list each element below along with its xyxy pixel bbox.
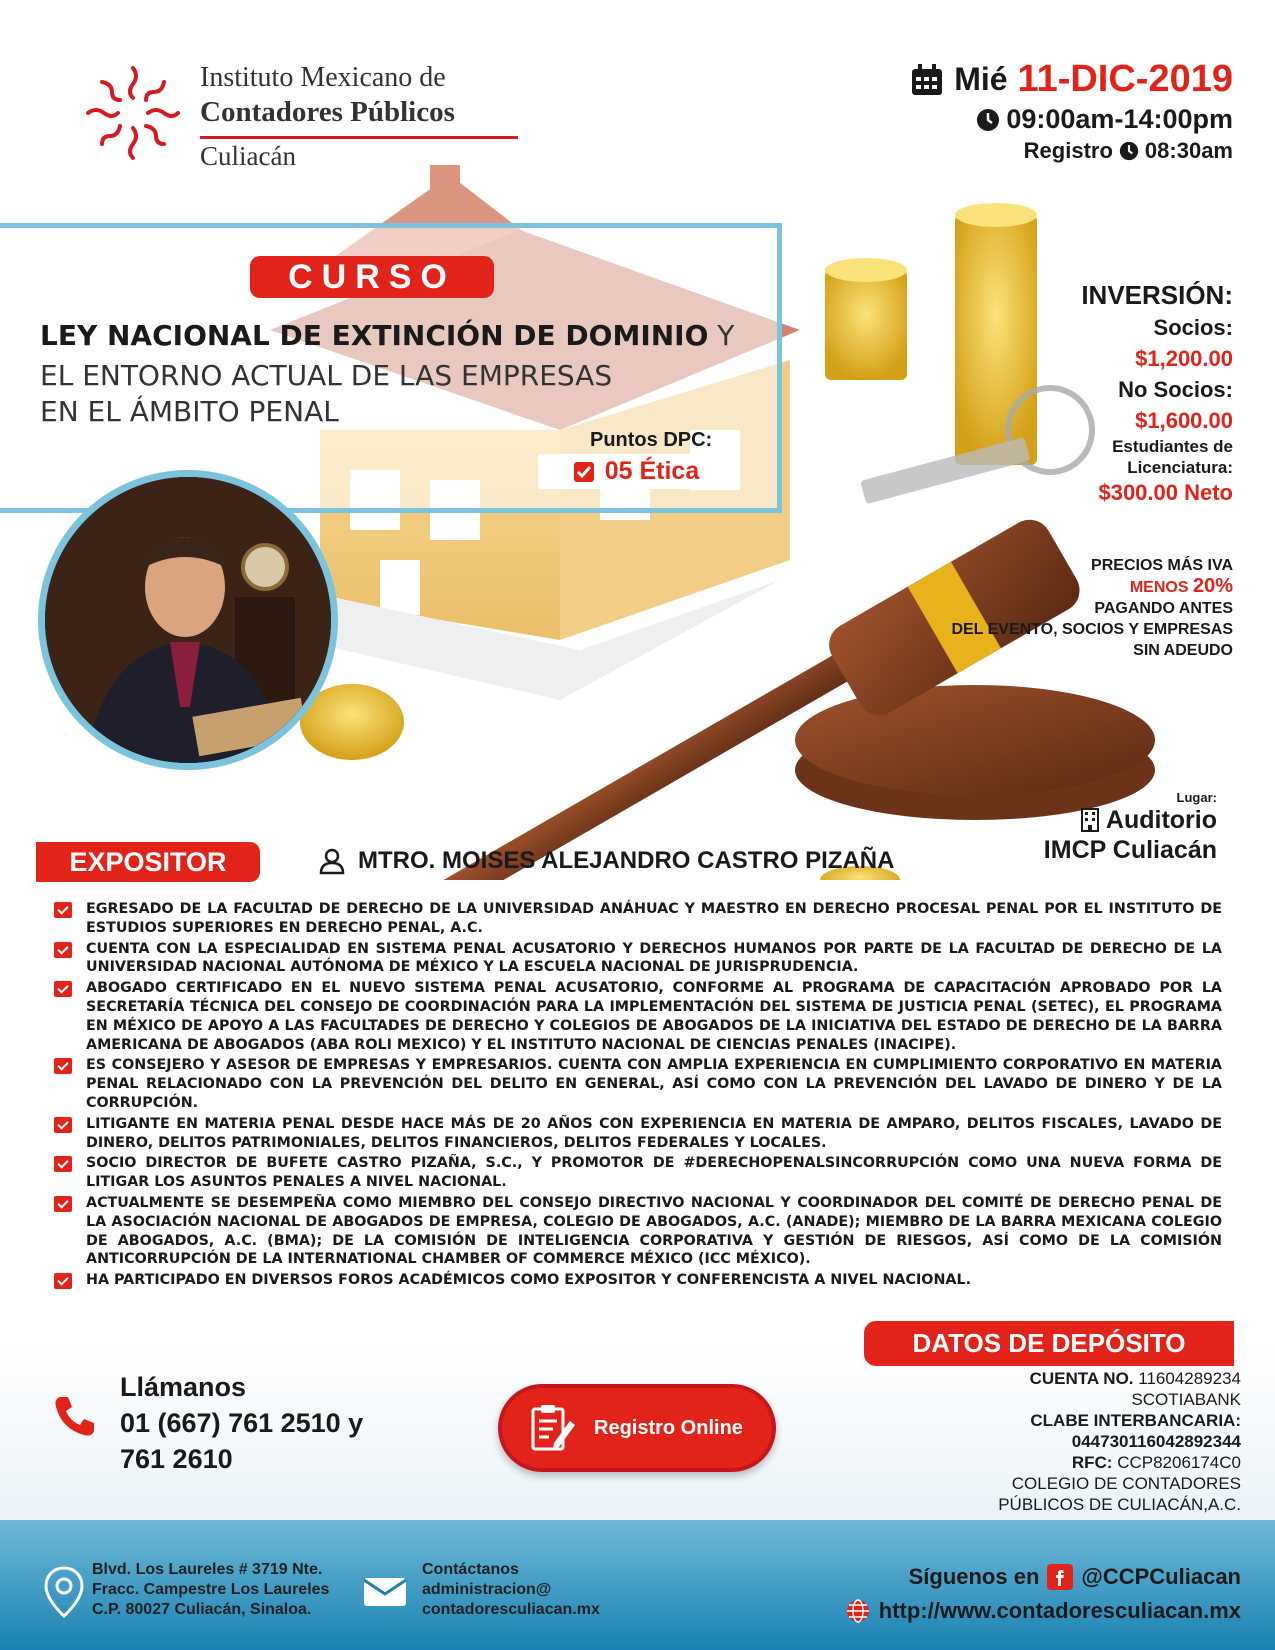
globe-icon xyxy=(845,1598,871,1624)
website-link[interactable]: http://www.contadoresculiacan.mx xyxy=(878,1598,1241,1623)
course-title-line-3: EN EL ÁMBITO PENAL xyxy=(40,395,339,428)
nosocios-label: No Socios: xyxy=(1118,377,1233,402)
pricing-title: INVERSIÓN: xyxy=(1081,280,1233,310)
registration-time xyxy=(1024,138,1233,164)
checkbox-icon xyxy=(54,1117,72,1133)
bio-item: CUENTA CON LA ESPECIALIDAD EN SISTEMA PENAL ACUSATORIO Y DERECHOS HUMANOS POR PARTE DE LA FACULTAD DE DERECHO DE LA UNIVERSIDAD NACIONAL AUTÓNOMA DE MÉXICO Y LA ESCUELA NACIONAL DE JURISPRUDENCIA. xyxy=(54,940,1222,978)
checkbox-icon xyxy=(54,1196,72,1212)
address-line-1: Blvd. Los Laureles # 3719 Nte. xyxy=(92,1561,323,1578)
registration-time-value: 08:30am xyxy=(1144,138,1233,163)
event-time-value: 09:00am-14:00pm xyxy=(1006,104,1233,134)
form-edit-icon xyxy=(530,1403,576,1453)
logo-divider xyxy=(200,136,518,139)
facebook-handle[interactable]: @CCPCuliacan xyxy=(1081,1564,1241,1589)
contact-email-1[interactable]: administracion@ xyxy=(422,1581,552,1598)
bio-item: SOCIO DIRECTOR DE BUFETE CASTRO PIZAÑA, S.C., Y PROMOTOR DE #DERECHOPENALSINCORRUPCIÓN COMO UNA NUEVA FORMA DE LITIGAR LOS ASUNTOS PENALES A NIVEL NACIONAL. xyxy=(54,1154,1222,1192)
speaker-name xyxy=(318,847,894,875)
logo-line-1: Instituto Mexicano de xyxy=(200,62,446,93)
speaker-badge: EXPOSITOR xyxy=(36,842,260,882)
nosocios-price: $1,600.00 xyxy=(1135,408,1233,433)
clock-icon xyxy=(976,108,1000,132)
course-title-conjunction: Y xyxy=(708,319,735,352)
footer-contact xyxy=(422,1560,600,1620)
call-title: Llámanos xyxy=(120,1372,247,1402)
speaker-bio-list xyxy=(54,900,1222,1292)
account-number: 11604289234 xyxy=(1138,1369,1241,1388)
footer-address xyxy=(92,1560,329,1620)
course-title-line-2: EL ENTORNO ACTUAL DE LAS EMPRESAS xyxy=(40,359,613,392)
speaker-name-text: MTRO. MOISES ALEJANDRO CASTRO PIZAÑA xyxy=(358,847,895,874)
follow-label: Síguenos en xyxy=(908,1564,1040,1589)
logo-line-2: Contadores Públicos xyxy=(200,96,455,128)
students-label-2: Licenciatura: xyxy=(1127,458,1233,477)
dpc-label: Puntos DPC: xyxy=(590,429,713,451)
event-time xyxy=(976,104,1233,135)
footer-social xyxy=(845,1560,1241,1628)
clock-icon xyxy=(1119,141,1139,161)
rfc-value: CCP8206174C0 xyxy=(1117,1453,1241,1472)
bio-item: ABOGADO CERTIFICADO EN EL NUEVO SISTEMA PENAL ACUSATORIO, CONFORME AL PROGRAMA DE CAPACITACIÓN APROBADO POR LA SECRETARÍA TÉCNICA DEL CONSEJO DE COORDINACIÓN PARA LA IMPLEMENTACIÓN DEL SISTEMA DE JUSTICIA PENAL (SETEC), EL PROGRAMA EN MÉXICO DE APOYO A LAS FACULTADES DE DERECHO Y COLEGIOS DE ABOGADOS DE LA INICIATIVA DEL ESTADO DE DERECHO DE LA BARRA AMERICANA DE ABOGADOS (ABA ROLI MEXICO) Y EL INSTITUTO NACIONAL DE CIENCIAS PENALES (INACIPE). xyxy=(54,979,1222,1054)
course-badge: CURSO xyxy=(250,256,494,298)
promo-line-3: PAGANDO ANTES xyxy=(1094,600,1233,617)
event-date xyxy=(910,58,1233,101)
bio-item: ES CONSEJERO Y ASESOR DE EMPRESAS Y EMPRESARIOS. CUENTA CON AMPLIA EXPERIENCIA EN CUMPLIMIENTO CORPORATIVO EN MATERIA PENAL RELACIONADO CON LA PREVENCIÓN DEL DELITO EN GENERAL, ASÍ COMO CON LA PREVENCIÓN DEL LAVADO DE DINERO Y DE LA CORRUPCIÓN. xyxy=(54,1056,1222,1112)
checkbox-icon xyxy=(54,1058,72,1074)
event-day: Mié xyxy=(954,61,1008,97)
checkbox-icon xyxy=(54,1273,72,1289)
pricing-block xyxy=(1081,278,1233,508)
checkbox-icon xyxy=(54,1156,72,1172)
checkbox-icon xyxy=(573,461,595,483)
phone-number-2[interactable]: 761 2610 xyxy=(120,1444,233,1474)
speaker-portrait-image xyxy=(45,477,331,763)
calendar-icon xyxy=(910,63,944,97)
call-block xyxy=(120,1369,363,1477)
bio-item: LITIGANTE EN MATERIA PENAL DESDE HACE MÁS DE 20 AÑOS CON EXPERIENCIA EN MATERIA DE AMPARO, DELITOS FISCALES, LAVADO DE DINERO, DELITOS PATRIMONIALES, DELITOS FINANCIEROS, DELITOS FEDERALES Y LOCALES. xyxy=(54,1115,1222,1153)
checkbox-icon xyxy=(54,942,72,958)
event-date-value: 11-DIC-2019 xyxy=(1017,58,1233,100)
speaker-photo xyxy=(38,470,338,770)
imcp-logo-icon xyxy=(80,60,186,166)
dpc-value: 05 Ética xyxy=(604,457,700,485)
bio-item: EGRESADO DE LA FACULTAD DE DERECHO DE LA UNIVERSIDAD ANÁHUAC Y MAESTRO EN DERECHO PROCESAL PENAL POR EL INSTITUTO DE ESTUDIOS SUPERIORES EN DERECHO PENAL, A.C. xyxy=(54,900,1222,938)
promo-line-2a: MENOS xyxy=(1129,579,1189,596)
address-line-2: Fracc. Campestre Los Laureles xyxy=(92,1581,330,1598)
holder-line-1: COLEGIO DE CONTADORES xyxy=(1011,1474,1241,1493)
students-price: $300.00 Neto xyxy=(1098,480,1233,505)
socios-price: $1,200.00 xyxy=(1135,346,1233,371)
checkbox-icon xyxy=(54,902,72,918)
promo-discount: 20% xyxy=(1192,575,1233,597)
promo-line-5: SIN ADEUDO xyxy=(1133,642,1233,659)
contact-email-2[interactable]: contadoresculiacan.mx xyxy=(422,1601,600,1618)
rfc-label: RFC: xyxy=(1071,1453,1113,1472)
phone-icon xyxy=(52,1393,98,1439)
checkbox-icon xyxy=(54,981,72,997)
holder-line-2: PÚBLICOS DE CULIACÁN,A.C. xyxy=(998,1495,1241,1514)
contact-title: Contáctanos xyxy=(422,1561,519,1578)
registration-label: Registro xyxy=(1023,138,1113,163)
register-online-label: Registro Online xyxy=(594,1416,743,1439)
dpc-points xyxy=(538,454,734,489)
deposit-badge: DATOS DE DEPÓSITO xyxy=(864,1321,1234,1366)
promo-block xyxy=(951,555,1233,661)
location-pin-icon xyxy=(44,1566,84,1618)
venue-label: Lugar: xyxy=(1176,790,1217,805)
bank-name: SCOTIABANK xyxy=(1131,1390,1241,1409)
course-title-bold: LEY NACIONAL DE EXTINCIÓN DE DOMINIO xyxy=(40,319,709,352)
students-label-1: Estudiantes de xyxy=(1112,437,1233,456)
venue-block xyxy=(1044,790,1217,865)
building-icon xyxy=(1080,808,1100,832)
socios-label: Socios: xyxy=(1153,315,1233,340)
clabe-label: CLABE INTERBANCARIA: xyxy=(1030,1411,1241,1430)
mail-icon xyxy=(362,1576,408,1608)
bio-item: ACTUALMENTE SE DESEMPEÑA COMO MIEMBRO DEL CONSEJO DIRECTIVO NACIONAL Y COORDINADOR DEL COMITÉ DE DERECHO PENAL DE LA ASOCIACIÓN NACIONAL DE ABOGADOS DE EMPRESA, COLEGIO DE ABOGADOS, A.C. (ANADE); MIEMBRO DE LA BARRA MEXICANA COLEGIO DE ABOGADOS, A.C. (BMA); DE LA COMISIÓN DE INTELIGENCIA CORPORATIVA Y GESTIÓN DE RIESGOS, ASÍ COMO DE LA COMISIÓN ANTICORRUPCIÓN DE LA INTERNATIONAL CHAMBER OF COMMERCE MÉXICO (ICC MÉXICO). xyxy=(54,1194,1222,1269)
clabe-value: 044730116042892344 xyxy=(1071,1432,1241,1451)
phone-number-1[interactable]: 01 (667) 761 2510 y xyxy=(120,1408,364,1438)
promo-line-4: DEL EVENTO, SOCIOS Y EMPRESAS xyxy=(951,621,1233,638)
venue-line-1: Auditorio xyxy=(1105,806,1217,834)
course-title xyxy=(40,318,760,430)
logo-line-3: Culiacán xyxy=(200,141,296,171)
account-label: CUENTA NO. xyxy=(1029,1369,1134,1388)
deposit-details xyxy=(998,1368,1241,1515)
facebook-icon xyxy=(1047,1564,1073,1590)
venue-line-2: IMCP Culiacán xyxy=(1043,836,1217,864)
address-line-3: C.P. 80027 Culiacán, Sinaloa. xyxy=(92,1601,312,1618)
user-icon xyxy=(318,847,346,875)
promo-line-1: PRECIOS MÁS IVA xyxy=(1091,557,1233,574)
bio-item: HA PARTICIPADO EN DIVERSOS FOROS ACADÉMICOS COMO EXPOSITOR Y CONFERENCISTA A NIVEL NACIONAL. xyxy=(54,1271,1222,1290)
register-online-button[interactable] xyxy=(498,1384,776,1472)
